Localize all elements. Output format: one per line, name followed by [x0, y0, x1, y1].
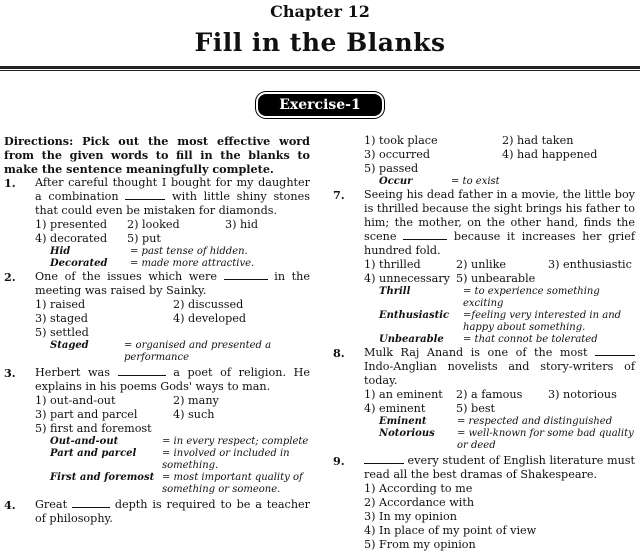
option[interactable]: 2) unlike: [456, 258, 507, 271]
question-4: [4, 498, 310, 526]
option[interactable]: 5) settled: [35, 326, 89, 339]
question-7: [333, 188, 635, 258]
glossary-q8: Eminent = respected and distinguished Notorious = well-known for some bad quality or deed: [379, 416, 634, 451]
question-text: Seeing his dead father in a movie, the little boy is thrilled because the sight brings his father to him; the mother, on the other hand, finds the scene because it increases her grief hundred fold.: [364, 188, 635, 257]
question-text: Great depth is required to be a teacher of philosophy.: [35, 498, 310, 525]
option[interactable]: 2) looked: [127, 218, 180, 231]
option[interactable]: 2) discussed: [173, 298, 244, 311]
options-q3: [4, 394, 310, 436]
option[interactable]: 1) raised: [35, 298, 86, 311]
option[interactable]: 1) According to me: [364, 482, 473, 495]
question-number: 1.: [4, 176, 16, 190]
question-number: 9.: [333, 454, 345, 468]
options-q9: [333, 482, 635, 552]
blank: [72, 498, 110, 508]
option[interactable]: 3) staged: [35, 312, 88, 325]
blank: [118, 366, 166, 376]
question-number: 3.: [4, 366, 16, 380]
option[interactable]: 3) In my opinion: [364, 510, 457, 523]
option[interactable]: 4) decorated: [35, 232, 108, 245]
option[interactable]: 3) part and parcel: [35, 408, 138, 421]
right-column: [333, 134, 635, 552]
question-8: [333, 346, 635, 388]
question-text: Mulk Raj Anand is one of the most Indo-Anglian novelists and story-writers of today.: [364, 346, 635, 387]
title-rule: [0, 66, 640, 69]
question-text: One of the issues which were in the meeting was raised by Sainky.: [35, 270, 310, 297]
question-number: 2.: [4, 270, 16, 284]
blank: [403, 230, 447, 240]
blank: [595, 346, 635, 356]
option[interactable]: 4) unnecessary: [364, 272, 450, 285]
option[interactable]: 1) thrilled: [364, 258, 421, 271]
option[interactable]: 4) developed: [173, 312, 247, 325]
exercise-badge: Exercise-1: [258, 94, 382, 116]
option[interactable]: 2) many: [173, 394, 219, 407]
title-rule-thin: [0, 70, 640, 71]
options-q8: [333, 388, 635, 416]
options-q1: [4, 218, 310, 246]
option[interactable]: 2) Accordance with: [364, 496, 475, 509]
question-1: [4, 176, 310, 218]
question-3: [4, 366, 310, 394]
blank: [125, 190, 165, 200]
question-text: every student of English literature must read all the best dramas of Shakespeare.: [364, 454, 636, 481]
question-number: 4.: [4, 498, 16, 512]
option[interactable]: 3) enthusiastic: [548, 258, 632, 271]
question-9: [333, 454, 635, 482]
option[interactable]: 3) notorious: [548, 388, 617, 401]
option[interactable]: 5) unbearable: [456, 272, 536, 285]
question-number: 7.: [333, 188, 345, 202]
option[interactable]: 3) hid: [225, 218, 258, 231]
chapter-label: Chapter 12: [270, 2, 370, 21]
option[interactable]: 2) a famous: [456, 388, 523, 401]
page-title: Fill in the Blanks: [194, 28, 446, 57]
option[interactable]: 5) passed: [364, 162, 419, 175]
glossary-q1: Hid = past tense of hidden. Decorated = made more attractive.: [50, 246, 255, 269]
glossary-q7: Thrill = to experience something exciting Enthusiastic =feeling very interested in and happy about something. Unbearable = that connot be tolerated: [379, 286, 622, 345]
option[interactable]: 1) out-and-out: [35, 394, 116, 407]
question-number: 8.: [333, 346, 345, 360]
option[interactable]: 5) first and foremost: [35, 422, 152, 435]
glossary-q2: Staged = organised and presented a performance: [50, 340, 272, 363]
question-text: After careful thought I bought for my daughter a combination with little shiny stones that could even be mistaken for diamonds.: [35, 176, 310, 217]
options-q6: [333, 134, 635, 176]
option[interactable]: 5) put: [127, 232, 161, 245]
options-q7: [333, 258, 635, 286]
option[interactable]: 2) had taken: [502, 134, 574, 147]
option[interactable]: 4) had happened: [502, 148, 598, 161]
options-q2: [4, 298, 310, 340]
option[interactable]: 5) From my opinion: [364, 538, 476, 551]
glossary-q6: Occur = to exist: [379, 176, 500, 187]
directions: Directions: Pick out the most effective word from the given words to fill in the blanks to make the sentence meaningfully complete.: [4, 134, 310, 176]
option[interactable]: 4) eminent: [364, 402, 426, 415]
glossary-q3: Out-and-out = in every respect; complete Part and parcel = involved or included in something. First and foremost = most important quality of something or someone.: [50, 436, 309, 495]
option[interactable]: 4) In place of my point of view: [364, 524, 537, 537]
blank: [364, 454, 404, 464]
option[interactable]: 4) such: [173, 408, 215, 421]
option[interactable]: 1) presented: [35, 218, 108, 231]
option[interactable]: 1) took place: [364, 134, 438, 147]
option[interactable]: 3) occurred: [364, 148, 430, 161]
blank: [224, 270, 268, 280]
question-text: Herbert was a poet of religion. He explains in his poems Gods' ways to man.: [35, 366, 310, 393]
question-2: [4, 270, 310, 298]
option[interactable]: 1) an eminent: [364, 388, 443, 401]
option[interactable]: 5) best: [456, 402, 496, 415]
left-column: [4, 134, 310, 526]
